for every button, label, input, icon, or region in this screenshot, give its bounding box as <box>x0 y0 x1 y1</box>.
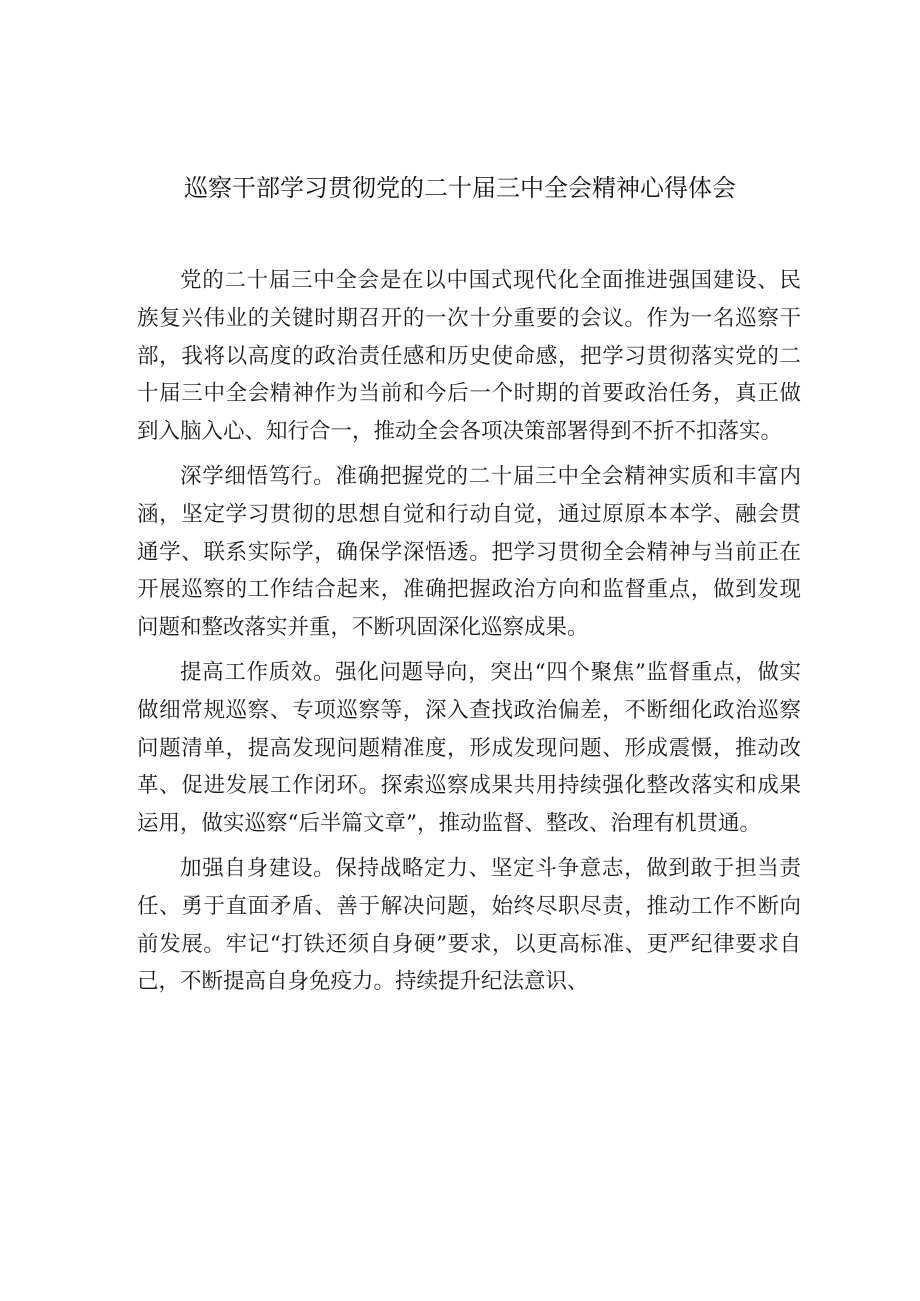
paragraph-intro: 党的二十届三中全会是在以中国式现代化全面推进强国建设、民族复兴伟业的关键时期召开的一次十分重要的会议。作为一名巡察干部，我将以高度的政治责任感和历史使命感，把学习贯彻落实党的二十届三中全会精神作为当前和今后一个时期的首要政治任务，真正做到入脑入心、知行合一，推动全会各项决策部署得到不折不扣落实。 <box>137 268 801 445</box>
paragraph-quality: 提高工作质效。强化问题导向，突出“四个聚焦”监督重点，做实做细常规巡察、专项巡察等，深入查找政治偏差，不断细化政治巡察问题清单，提高发现问题精准度，形成发现问题、形成震慑，推动改革、促进发展工作闭环。探索巡察成果共用持续强化整改落实和成果运用，做实巡察“后半篇文章”，推动监督、整改、治理有机贯通。 <box>137 659 801 837</box>
document-body <box>137 262 801 1008</box>
paragraph-self-building: 加强自身建设。保持战略定力、坚定斗争意志，做到敢于担当责任、勇于直面矛盾、善于解决问题，始终尽职尽责，推动工作不断向前发展。牢记“打铁还须自身硬”要求，以更高标准、更严纪律要求自己，不断提高自身免疫力。持续提升纪法意识、 <box>137 855 801 995</box>
document-title: 巡察干部学习贯彻党的二十届三中全会精神心得体会 <box>184 174 736 202</box>
paragraph-study: 深学细悟笃行。准确把握党的二十届三中全会精神实质和丰富内涵，坚定学习贯彻的思想自觉和行动自觉，通过原原本本学、融会贯通学、联系实际学，确保学深悟透。把学习贯彻全会精神与当前正在开展巡察的工作结合起来，准确把握政治方向和监督重点，做到发现问题和整改落实并重，不断巩固深化巡察成果。 <box>137 463 801 641</box>
